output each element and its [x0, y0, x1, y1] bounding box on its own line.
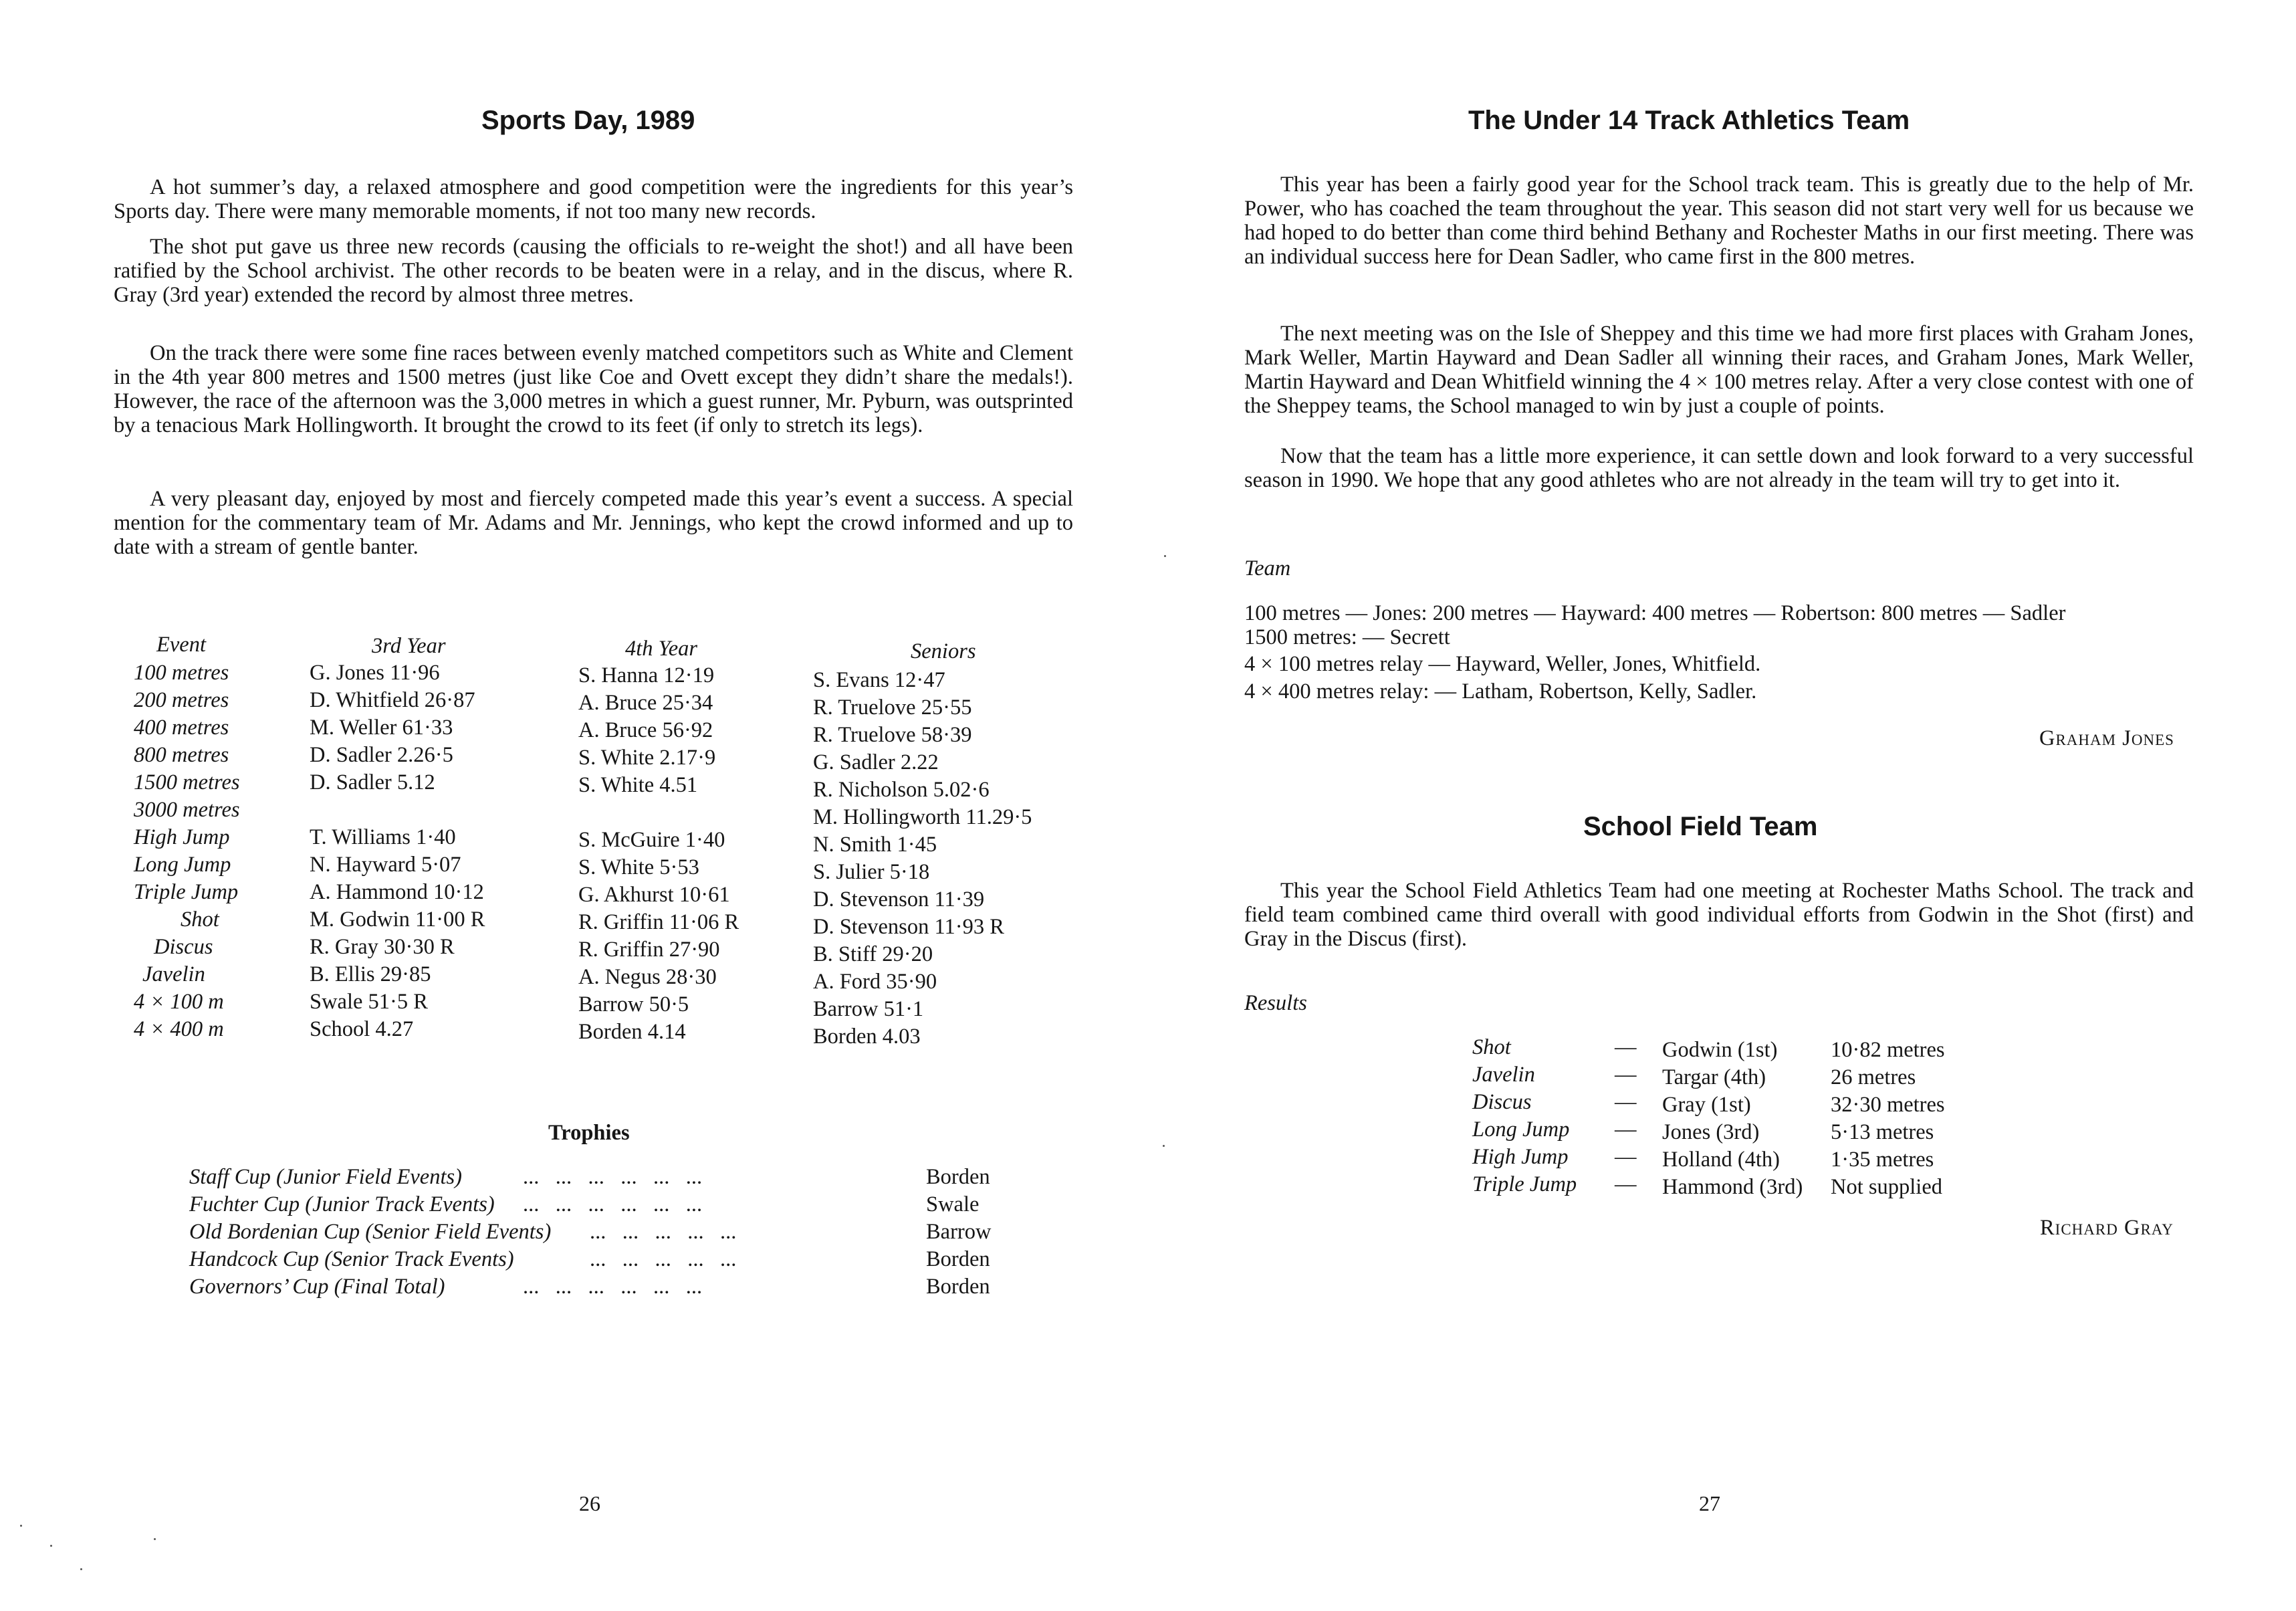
table-event-cell: 4 × 100 m — [134, 990, 224, 1014]
trophies-heading: Trophies — [548, 1121, 630, 1145]
team-line: 4 × 100 metres relay — Hayward, Weller, Jones, Whitfield. — [1244, 652, 1761, 676]
field-result-athlete: Jones (3rd) — [1662, 1120, 1760, 1144]
trophy-leader-dots: ... ... ... ... ... ... — [523, 1275, 703, 1299]
table-cell: Borden 4.03 — [813, 1025, 921, 1049]
table-event-cell: High Jump — [134, 825, 230, 849]
table-event-cell: Discus — [154, 935, 213, 959]
table-cell: A. Hammond 10·12 — [310, 880, 484, 904]
table-cell: S. White 4.51 — [578, 773, 698, 797]
table-cell: A. Ford 35·90 — [813, 970, 937, 994]
trophy-leader-dots: ... ... ... ... ... — [590, 1220, 737, 1244]
page-title: Sports Day, 1989 — [481, 106, 695, 135]
field-result-result: 32·30 metres — [1831, 1093, 1945, 1117]
trophy-winner: Barrow — [926, 1220, 992, 1244]
trophy-leader-dots: ... ... ... ... ... — [590, 1247, 737, 1271]
field-result-athlete: Holland (4th) — [1662, 1148, 1781, 1172]
table-event-cell: Javelin — [142, 962, 205, 986]
scan-speck — [50, 1545, 52, 1547]
table-cell: M. Godwin 11·00 R — [310, 907, 485, 932]
table-cell: R. Gray 30·30 R — [310, 935, 455, 959]
trophy-name: Old Bordenian Cup (Senior Field Events) — [189, 1220, 552, 1244]
field-result-event: Long Jump — [1472, 1117, 1570, 1142]
table-cell: School 4.27 — [310, 1017, 414, 1041]
table-cell: M. Hollingworth 11.29·5 — [813, 805, 1032, 829]
page-number: 26 — [579, 1491, 600, 1515]
table-cell: R. Griffin 11·06 R — [578, 910, 739, 934]
team-line: 4 × 400 metres relay: — Latham, Robertson, Kelly, Sadler. — [1244, 679, 1757, 704]
table-cell: N. Smith 1·45 — [813, 833, 937, 857]
paragraph: A very pleasant day, enjoyed by most and fiercely competed made this year’s event a success. A special mention for the commentary team of Mr. Adams and Mr. Jennings, who kept the crowd informed and up to date with a stream of gentle banter. — [114, 487, 1073, 559]
page-title: The Under 14 Track Athletics Team — [1468, 106, 1910, 135]
trophy-name: Fuchter Cup (Junior Track Events) — [189, 1192, 495, 1216]
trophy-leader-dots: ... ... ... ... ... ... — [523, 1165, 703, 1189]
scan-speck — [20, 1525, 22, 1527]
table-cell: A. Negus 28·30 — [578, 965, 717, 989]
table-cell: S. Evans 12·47 — [813, 668, 945, 692]
table-header-seniors: Seniors — [911, 639, 976, 663]
scan-speck — [80, 1568, 82, 1570]
table-cell: T. Williams 1·40 — [310, 825, 456, 849]
scan-speck — [154, 1538, 156, 1540]
table-cell: Barrow 50·5 — [578, 992, 689, 1016]
table-cell: R. Truelove 58·39 — [813, 723, 972, 747]
table-cell: R. Truelove 25·55 — [813, 695, 972, 720]
table-cell: S. Julier 5·18 — [813, 860, 930, 884]
table-cell: G. Akhurst 10·61 — [578, 883, 730, 907]
table-event-cell: 400 metres — [134, 716, 229, 740]
table-header-3rd-year: 3rd Year — [372, 634, 446, 658]
author-signature: Graham Jones — [2039, 726, 2174, 750]
field-result-dash: — — [1615, 1145, 1637, 1169]
trophy-winner: Borden — [926, 1275, 990, 1299]
field-result-event: Triple Jump — [1472, 1172, 1577, 1196]
table-cell: S. White 5·53 — [578, 855, 699, 879]
field-result-athlete: Godwin (1st) — [1662, 1038, 1778, 1062]
table-cell: D. Stevenson 11·93 R — [813, 915, 1004, 939]
page-number: 27 — [1699, 1491, 1720, 1515]
team-heading: Team — [1244, 556, 1291, 580]
table-cell: A. Bruce 25·34 — [578, 691, 713, 715]
field-result-event: Discus — [1472, 1090, 1532, 1114]
paragraph: A hot summer’s day, a relaxed atmosphere and good competition were the ingredients for this year’s Sports day. There were many memorable moments, if not too many new records. — [114, 175, 1073, 223]
table-cell: Swale 51·5 R — [310, 990, 428, 1014]
trophy-name: Staff Cup (Junior Field Events) — [189, 1165, 462, 1189]
table-event-cell: 1500 metres — [134, 770, 240, 794]
field-result-dash: — — [1615, 1090, 1637, 1114]
field-result-dash: — — [1615, 1117, 1637, 1142]
table-event-cell: Shot — [181, 907, 219, 932]
field-result-dash: — — [1615, 1063, 1637, 1087]
table-event-cell: 800 metres — [134, 743, 229, 767]
trophy-winner: Borden — [926, 1165, 990, 1189]
table-cell: S. Hanna 12·19 — [578, 663, 715, 687]
table-cell: D. Whitfield 26·87 — [310, 688, 475, 712]
table-event-cell: 3000 metres — [134, 798, 240, 822]
table-cell: Barrow 51·1 — [813, 997, 924, 1021]
table-cell: D. Sadler 2.26·5 — [310, 743, 453, 767]
table-cell: S. McGuire 1·40 — [578, 828, 725, 852]
table-event-cell: 4 × 400 m — [134, 1017, 224, 1041]
table-event-cell: 100 metres — [134, 661, 229, 685]
paragraph: The shot put gave us three new records (causing the officials to re-weight the shot!) and all have been ratified by the School archivist. The other records to be beaten were in a relay, and in the discus, where R. Gray (3rd year) extended the record by almost three metres. — [114, 235, 1073, 307]
table-cell: G. Sadler 2.22 — [813, 750, 939, 774]
table-cell: Borden 4.14 — [578, 1020, 686, 1044]
field-result-dash: — — [1615, 1172, 1637, 1196]
table-cell: D. Sadler 5.12 — [310, 770, 435, 794]
trophy-leader-dots: ... ... ... ... ... ... — [523, 1192, 703, 1216]
field-result-event: Shot — [1472, 1035, 1511, 1059]
field-result-result: 26 metres — [1831, 1065, 1916, 1089]
trophy-name: Governors’ Cup (Final Total) — [189, 1275, 445, 1299]
field-result-result: 1·35 metres — [1831, 1148, 1934, 1172]
trophy-name: Handcock Cup (Senior Track Events) — [189, 1247, 514, 1271]
table-cell: A. Bruce 56·92 — [578, 718, 713, 742]
table-cell: B. Stiff 29·20 — [813, 942, 933, 966]
results-heading: Results — [1244, 991, 1307, 1015]
field-result-athlete: Gray (1st) — [1662, 1093, 1751, 1117]
table-cell: S. White 2.17·9 — [578, 746, 716, 770]
table-event-cell: 200 metres — [134, 688, 229, 712]
paragraph: On the track there were some fine races between evenly matched competitors such as White and Clement in the 4th year 800 metres and 1500 metres (just like Coe and Ovett except they didn’t share the medals!). However, the race of the afternoon was the 3,000 metres in which a guest runner, Mr. Pyburn, was outsprinted by a tenacious Mark Hollingworth. It brought the crowd to its feet (if only to stretch its legs). — [114, 341, 1073, 437]
field-result-dash: — — [1615, 1035, 1637, 1059]
field-result-result: Not supplied — [1831, 1175, 1943, 1199]
paragraph: This year has been a fairly good year for the School track team. This is greatly due to the help of Mr. Power, who has coached the team throughout the year. This season did not start very well for us because we had hoped to do better than come third behind Bethany and Rochester Maths in our first meeting. There was an individual success here for Dean Sadler, who came first in the 800 metres. — [1244, 173, 2194, 269]
table-event-cell: Long Jump — [134, 853, 231, 877]
field-result-result: 10·82 metres — [1831, 1038, 1945, 1062]
trophy-winner: Borden — [926, 1247, 990, 1271]
table-header-4th-year: 4th Year — [625, 637, 698, 661]
paragraph: The next meeting was on the Isle of Sheppey and this time we had more first places with Graham Jones, Mark Weller, Martin Hayward and Dean Sadler all winning their races, and Graham Jones, Mark Weller, Martin Hayward and Dean Whitfield winning the 4 × 100 metres relay. After a very close contest with one of the Sheppey teams, the School managed to win by just a couple of points. — [1244, 322, 2194, 418]
field-result-athlete: Hammond (3rd) — [1662, 1175, 1803, 1199]
table-cell: G. Jones 11·96 — [310, 661, 440, 685]
field-result-result: 5·13 metres — [1831, 1120, 1934, 1144]
right-page — [1148, 0, 2296, 1611]
table-cell: B. Ellis 29·85 — [310, 962, 431, 986]
field-result-event: High Jump — [1472, 1145, 1569, 1169]
field-result-athlete: Targar (4th) — [1662, 1065, 1766, 1089]
table-cell: R. Griffin 27·90 — [578, 938, 720, 962]
table-cell: N. Hayward 5·07 — [310, 853, 461, 877]
trophy-winner: Swale — [926, 1192, 980, 1216]
team-line: 1500 metres: — Secrett — [1244, 625, 1450, 649]
field-result-event: Javelin — [1472, 1063, 1535, 1087]
section-title: School Field Team — [1583, 812, 1818, 841]
paragraph: This year the School Field Athletics Team had one meeting at Rochester Maths School. The track and field team combined came third overall with good individual efforts from Godwin in the Shot (first) and Gray in the Discus (first). — [1244, 879, 2194, 951]
table-cell: D. Stevenson 11·39 — [813, 887, 985, 911]
author-signature: Richard Gray — [2040, 1216, 2174, 1240]
paragraph: Now that the team has a little more experience, it can settle down and look forward to a very successful season in 1990. We hope that any good athletes who are not already in the team will try to get into it. — [1244, 444, 2194, 492]
team-line: 100 metres — Jones: 200 metres — Hayward: 400 metres — Robertson: 800 metres — Sadler — [1244, 601, 2066, 625]
table-cell: R. Nicholson 5.02·6 — [813, 778, 990, 802]
table-cell: M. Weller 61·33 — [310, 716, 453, 740]
table-header-event: Event — [156, 633, 206, 657]
table-event-cell: Triple Jump — [134, 880, 239, 904]
